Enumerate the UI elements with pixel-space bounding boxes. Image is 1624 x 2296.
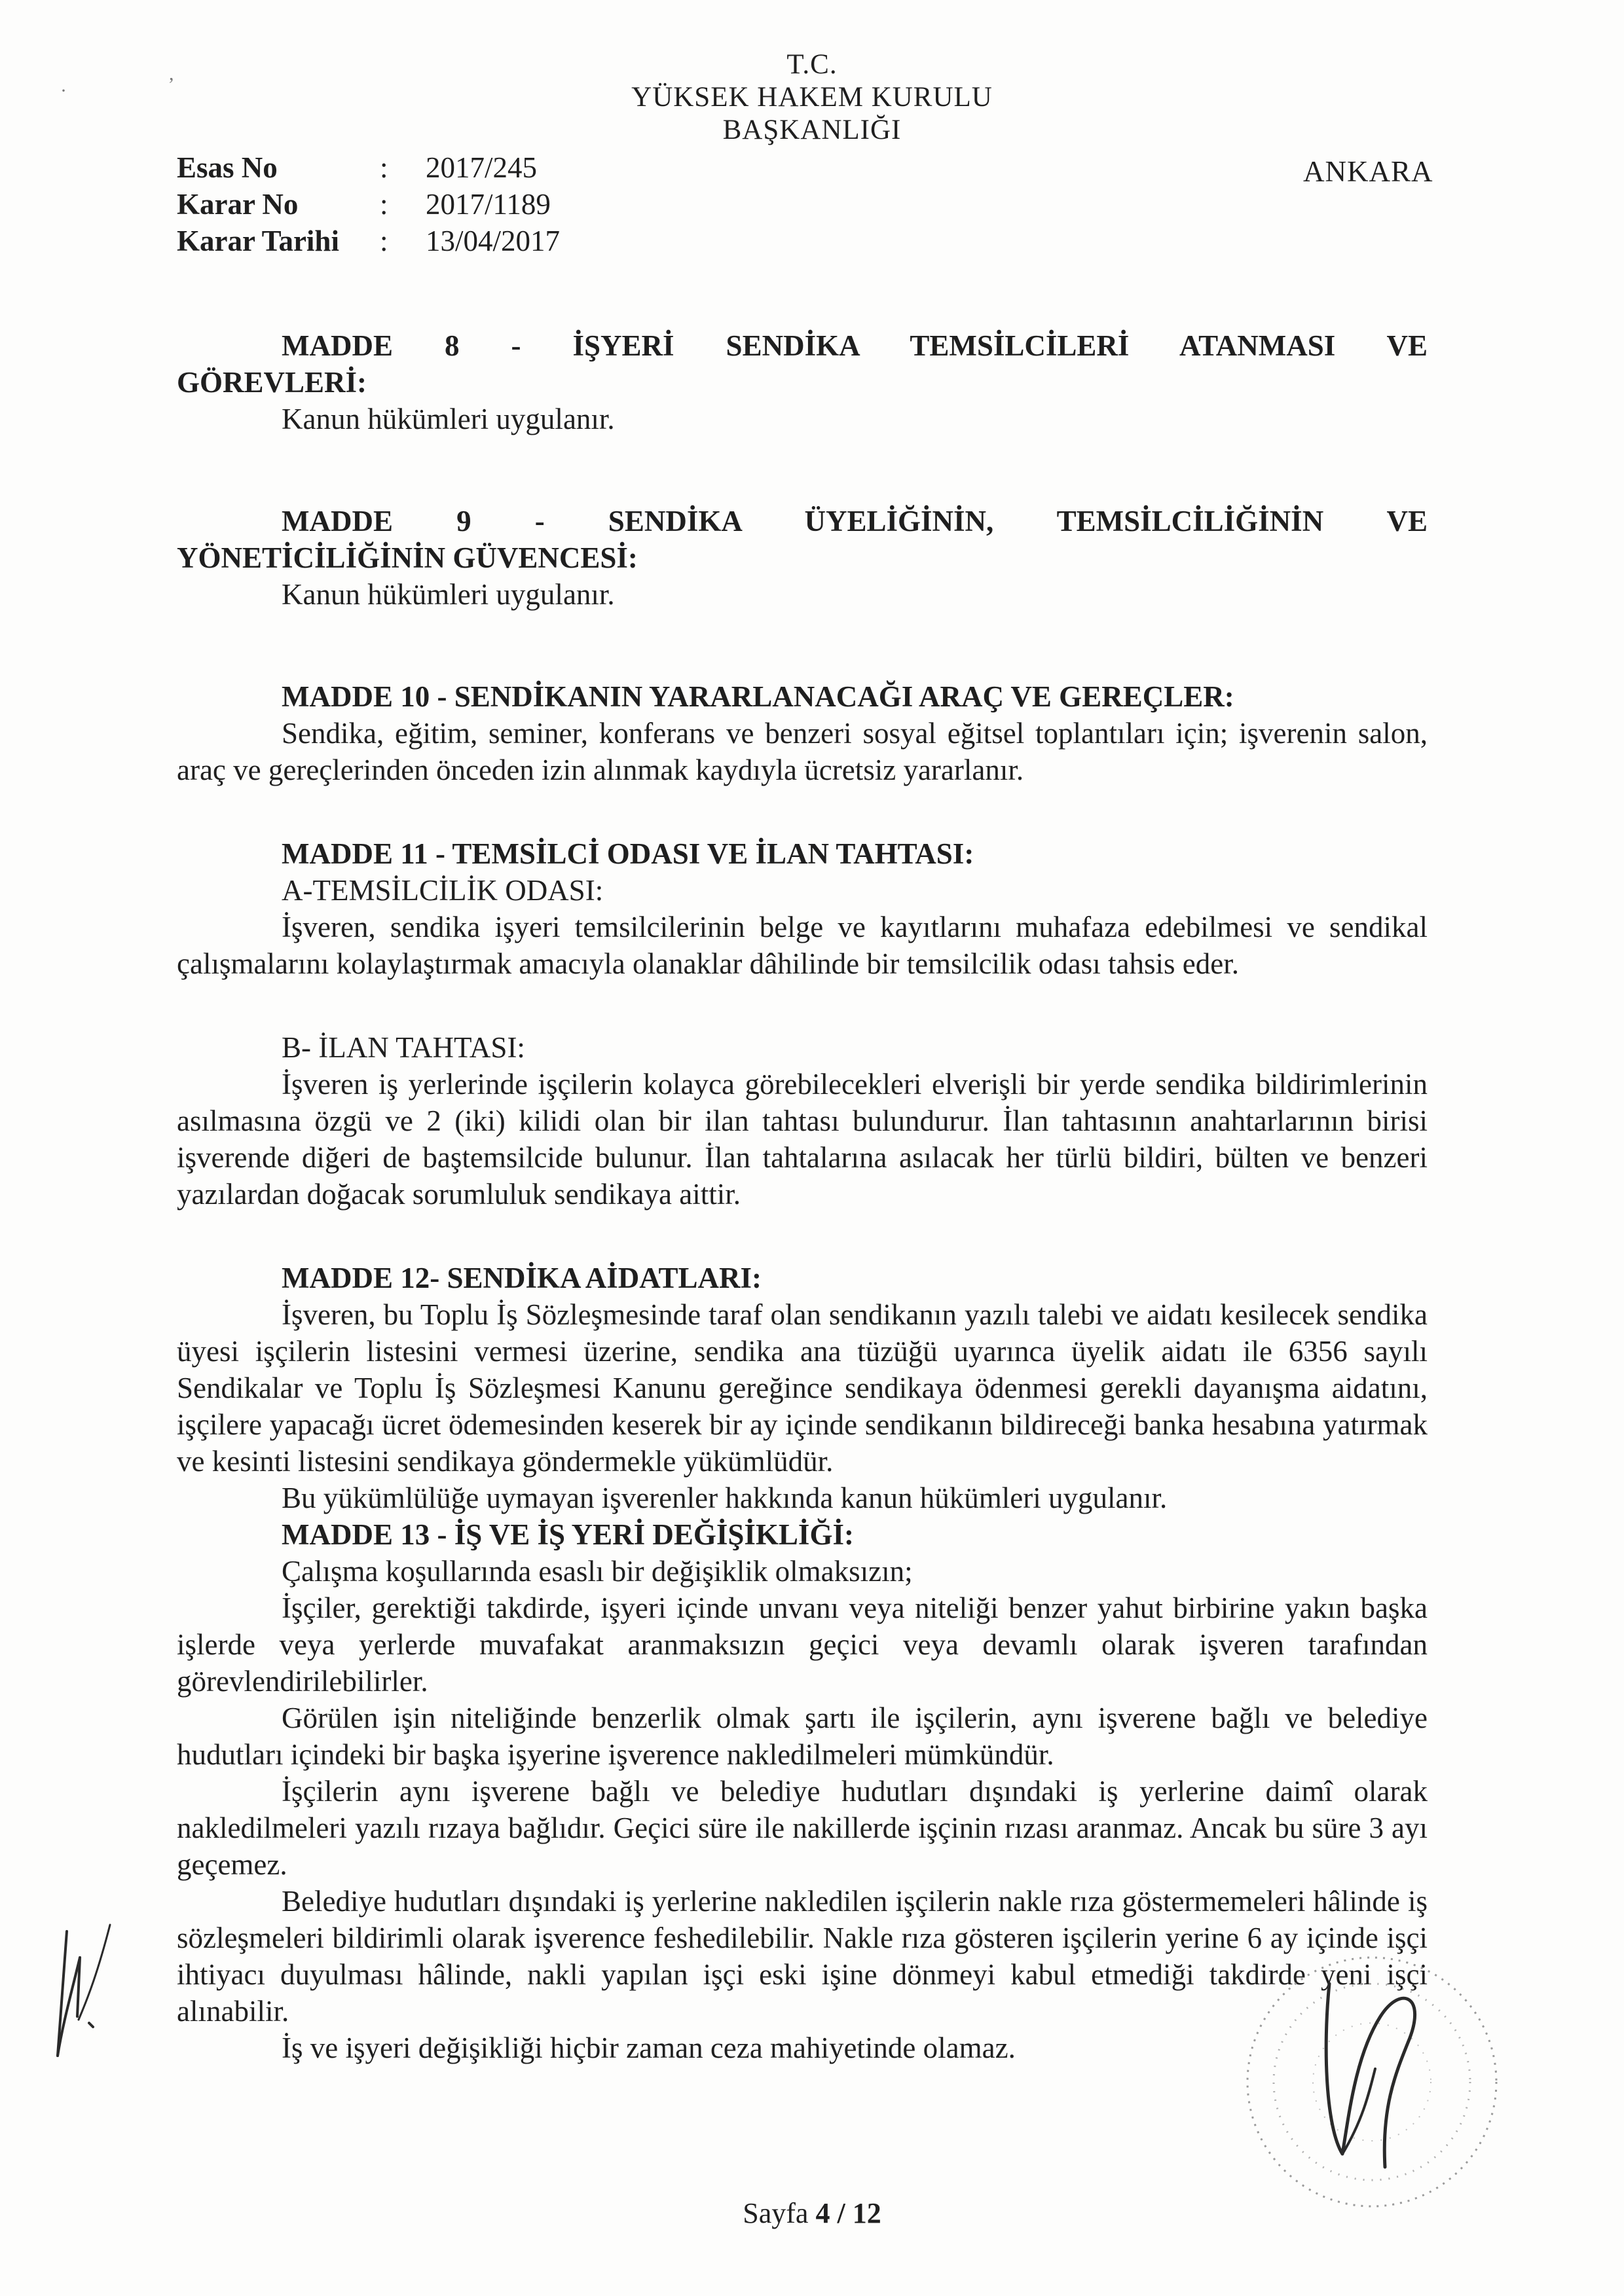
page-prefix: Sayfa: [743, 2197, 816, 2229]
article-11-body-a: İşveren, sendika işyeri temsilcilerinin belge ve kayıtlarını muhafaza edebilmesi ve sendikal çalışmalarını kolaylaştırmak amacıyla olanaklar dâhilinde bir temsilcilik odası tahsis eder.: [177, 911, 1428, 980]
article-13-p5: Belediye hudutları dışındaki iş yerlerine nakledilen işçilerin nakle rıza göstermemeleri hâlinde iş sözleşmeleri bildirimli olarak işverence feshedilebilir. Nakle rıza gösteren işçilerin yerine 6 ay içinde işçi ihtiyacı duyulması hâlinde, nakli yapılan işçi eski işine dönmeyi kabul etmediği takdirde yeni işçi alınabilir.: [177, 1885, 1428, 2028]
document-body: [177, 327, 1428, 2066]
meta-value: 2017/245: [426, 151, 538, 184]
article-8-title: MADDE 8 - İŞYERİ SENDİKA TEMSİLCİLERİ ATANMASI VE: [282, 329, 1428, 362]
article-11-subtitle-a: A-TEMSİLCİLİK ODASI:: [282, 874, 604, 907]
meta-label: Karar Tarihi: [177, 225, 339, 257]
meta-sep: :: [380, 225, 388, 257]
scan-mark: ·: [60, 80, 67, 101]
article-10-body: Sendika, eğitim, seminer, konferans ve benzeri sosyal eğitsel toplantıları için; işverenin salon, araç ve gereçlerinden önceden izin alınmak kaydıyla ücretsiz yararlanır.: [177, 717, 1428, 786]
page-number: [0, 2196, 1624, 2230]
meta-row-tarih: [177, 223, 560, 259]
article-10: [177, 678, 1428, 788]
meta-row-esas: [177, 149, 560, 186]
meta-row-karar: [177, 186, 560, 223]
article-12: [177, 1260, 1428, 1516]
article-9-title: MADDE 9 - SENDİKA ÜYELİĞİNİN, TEMSİLCİLİĞİNİN VE: [282, 505, 1428, 538]
page-divider: /: [830, 2197, 853, 2229]
scan-mark: ,: [169, 63, 174, 84]
article-9: [177, 503, 1428, 613]
meta-value: 2017/1189: [426, 188, 551, 221]
article-8-title-cont: GÖREVLERİ:: [177, 366, 367, 399]
article-8-body: Kanun hükümleri uygulanır.: [282, 403, 615, 435]
meta-label: Karar No: [177, 188, 299, 221]
article-12-body-1: İşveren, bu Toplu İş Sözleşmesinde taraf olan sendikanın yazılı talebi ve aidatı kesilecek sendika üyesi işçilerin listesini vermesi üzerine, sendika ana tüzüğü uyarınca üyelik aidatı ile 6356 sayılı Sendikalar ve Toplu İş Sözleşmesi Kanunu gereğince sendikaya ödenmesi gerekli dayanışma aidatını, işçilere yapacağı ücret ödemesinden keserek bir ay içinde sendikanın bildireceği banka hesabına yatırmak ve kesinti listesini sendikaya göndermekle yükümlüdür.: [177, 1298, 1428, 1478]
case-meta: [177, 149, 560, 259]
article-12-title: MADDE 12- SENDİKA AİDATLARI:: [282, 1262, 762, 1294]
article-9-body: Kanun hükümleri uygulanır.: [282, 578, 615, 611]
article-11: [177, 835, 1428, 1212]
article-13-p6: İş ve işyeri değişikliği hiçbir zaman ceza mahiyetinde olamaz.: [282, 2032, 1016, 2064]
article-13-p1: Çalışma koşullarında esaslı bir değişiklik olmaksızın;: [282, 1555, 913, 1588]
article-9-title-cont: YÖNETİCİLİĞİNİN GÜVENCESİ:: [177, 541, 638, 574]
page-current: 4: [815, 2197, 830, 2229]
header-institution: YÜKSEK HAKEM KURULU: [631, 82, 993, 113]
signature: [1303, 1958, 1460, 2174]
article-11-title: MADDE 11 - TEMSİLCİ ODASI VE İLAN TAHTASI:: [282, 837, 974, 870]
article-13-p4: İşçilerin aynı işverene bağlı ve belediye hudutları dışındaki iş yerlerine daimî olarak nakledilmeleri yazılı rızaya bağlıdır. Geçici süre ile nakillerde işçinin rızası aranmaz. Ancak bu süre 3 ayı geçemez.: [177, 1775, 1428, 1881]
header-city: ANKARA: [1303, 155, 1433, 188]
margin-initial-signature: [26, 1918, 124, 2069]
article-13-p2: İşçiler, gerektiği takdirde, işyeri içinde unvanı veya niteliği benzer yahut birbirine yakın başka işlerde veya yerlerde muvafakat aranmaksızın geçici veya devamlı olarak işveren tarafından görevlendirilebilirler.: [177, 1592, 1428, 1698]
meta-sep: :: [380, 151, 388, 184]
article-12-body-2: Bu yükümlülüğe uymayan işverenler hakkında kanun hükümleri uygulanır.: [282, 1482, 1168, 1514]
article-10-title: MADDE 10 - SENDİKANIN YARARLANACAĞI ARAÇ VE GEREÇLER:: [282, 680, 1234, 713]
meta-value: 13/04/2017: [426, 225, 561, 257]
header-office: BAŞKANLIĞI: [722, 115, 902, 145]
header-tc: T.C.: [786, 49, 838, 80]
article-11-subtitle-b: B- İLAN TAHTASI:: [282, 1031, 525, 1064]
article-11-body-b: İşveren iş yerlerinde işçilerin kolayca görebilecekleri elverişli bir yerde sendika bildirimlerinin asılmasına özgü ve 2 (iki) kilidi olan bir ilan tahtası bulundurur. İlan tahtasının anahtarlarının birisi işverende diğeri de baştemsilcide bulunur. İlan tahtalarına asılacak her türlü bildiri, bülten ve benzeri yazılardan doğacak sorumluluk sendikaya aittir.: [177, 1068, 1428, 1211]
article-8: [177, 327, 1428, 437]
meta-sep: :: [380, 188, 388, 221]
article-13-p3: Görülen işin niteliğinde benzerlik olmak şartı ile işçilerin, aynı işverene bağlı ve belediye hudutları içindeki bir başka işyerine işverence nakledilmeleri mümkündür.: [177, 1702, 1428, 1771]
meta-label: Esas No: [177, 151, 278, 184]
article-13-title: MADDE 13 - İŞ VE İŞ YERİ DEĞİŞİKLİĞİ:: [282, 1518, 854, 1551]
page-total: 12: [852, 2197, 881, 2229]
